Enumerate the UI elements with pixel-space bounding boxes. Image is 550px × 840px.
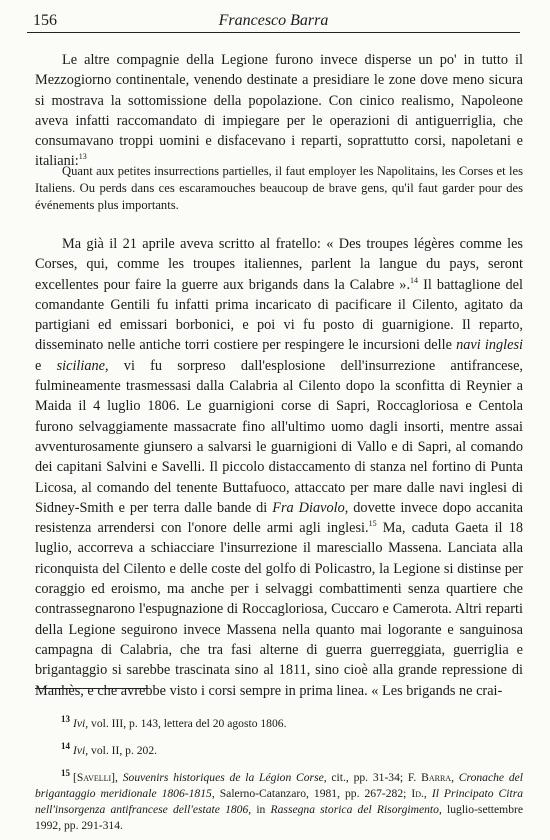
p2-text-2: Il battaglione del comandante Gentili fu infatti prima incaricato di pacificare il Cilento, agitato da partigiani ed emissari borbonici, e poi vi fu posto di guarnigione. Il reparto, disseminato nelle antiche torri costiere per respingere le incursioni delle — [35, 276, 523, 354]
fn15-title-cronache: Cronache del brigantaggio meridionale 1806-1815 — [35, 770, 523, 800]
fn15-text: , in — [248, 802, 271, 816]
page-number: 156 — [33, 12, 57, 29]
fn15-title-principato: Il Principato Citra nell'insorgenza antifrancese dell'estate 1806 — [35, 786, 523, 816]
fn15-text: , cit., pp. 31-34; F. — [323, 770, 422, 784]
paragraph-1-text: Le altre compagnie della Legione furono invece disperse un po' in tutto il Mezzogiorno continentale, venendo destinate a presidiare le zone dove meno sicura si mostrava la sottomissione della popolazione. Con cinico realismo, Napoleone aveva infatti raccomandato di impiegare per le operazioni di antiguerriglia, che consumavano troppi uomini e disfacevano i reparti, soprattutto corsi, napoletani e italiani: — [35, 52, 523, 170]
note-ref-15: 15 — [368, 519, 377, 529]
p2-italic-fra-diavolo: Fra Diavolo — [272, 499, 345, 516]
fn15-text: , — [423, 786, 432, 800]
fn15-journal-rassegna: Rassegna storica del Risorgimento — [270, 802, 439, 816]
footnote-ivi: Ivi — [73, 743, 86, 757]
note-ref-14: 14 — [410, 275, 419, 285]
block-quote: Quant aux petites insurrections partielles, il faut employer les Napolitains, les Corses et les Italiens. Ou perds dans ces escaramouches beaucoup de brave gens, qu'il faut garder pour des événements plus importants. — [35, 164, 523, 212]
p2-italic-navi-inglesi: navi inglesi — [456, 337, 523, 354]
footnote-ivi: Ivi — [73, 716, 86, 730]
footnote-text: , vol. II, p. 202. — [85, 743, 158, 757]
footnote-13 — [35, 711, 523, 732]
footnote-number: 13 — [61, 714, 70, 724]
fn15-text: , — [451, 770, 459, 784]
footnote-text: , vol. III, p. 143, lettera del 20 agosto 1806. — [85, 716, 287, 730]
fn15-text: , luglio-settembre 1992, pp. 291-314. — [35, 802, 523, 832]
footnote-number: 15 — [61, 767, 70, 778]
fn15-author-savelli: Savelli — [76, 770, 112, 784]
paragraph-2 — [35, 234, 523, 701]
page-header — [27, 8, 520, 33]
p2-text-4: , vi fu sorpreso dall'esplosione dell'insurrezione antifrancese, fulmineamente trasmessasi dalla Calabria al Cilento dopo la sconfitta di Reynier a Maida il 4 luglio 1806. Le guarnigioni corse di Sapri, Roccagloriosa e Centola furono selvaggiamente massacrate fino all'ultimo uomo dagli insorti, mentre assai avventurosamente giunsero a salvarsi le guarnigioni di Vallo e di Sapri, al comando dei capitani Salvini e Savelli. Il piccolo distaccamento di stanza nel fortino di Punta Licosa, al comando del tenente Buttafuoco, attaccato per mare dalle navi inglesi di Sidney-Smith e per terra dalle bande di — [35, 357, 523, 516]
note-ref-13: 13 — [78, 152, 87, 162]
footnote-14 — [35, 738, 523, 759]
footnotes — [35, 711, 523, 840]
fn15-author-id: Id. — [411, 786, 424, 800]
fn15-text: , Salerno-Catanzaro, 1981, pp. 267-282; — [211, 786, 412, 800]
p2-text-3: e — [35, 357, 57, 374]
footnote-number: 14 — [61, 740, 70, 751]
paragraph-1 — [35, 50, 523, 172]
fn15-text: [ — [73, 770, 77, 784]
fn15-title-souvenirs: Souvenirs historiques de la Légion Corse — [122, 770, 324, 784]
p2-text-1: Ma già il 21 aprile aveva scritto al fratello: « Des troupes légères comme les Corses, qui, comme les troupes italiennes, parlent la langue du pays, seront excellentes pour faire la guerre aux brigands dans la Calabre ». — [35, 236, 523, 293]
p2-italic-siciliane: siciliane — [56, 357, 106, 374]
p2-text-5: , dovette invece dopo accanita resistenza arrendersi con l'onore delle armi agli inglesi. — [35, 499, 523, 537]
running-head: Francesco Barra — [218, 12, 329, 29]
fn15-author-barra: Barra — [421, 770, 452, 784]
fn15-text: ], — [111, 770, 123, 784]
p2-text-6: Ma, caduta Gaeta il 18 luglio, accorreva a schiacciare l'insurrezione il maresciallo Massena. Lanciata alla riconquista del Cilento e delle coste del golfo di Policastro, la Legione si distinse per coraggio ed eroismo, ma anche per i selvaggi combattimenti senza quartiere che contrassegnarono l'espugnazione di Roccagloriosa, Cuccaro e Camerota. Altri reparti della Legione seguirono invece Massena nella quanto mai logorante e sanguinosa campagna di Calabria, che tra fasi alterne di guerra guerreggiata, guerriglia e brigantaggio si sarebbe trascinata sino al 1811, sino cioè alla grande repressione di Manhès, e che avrebbe visto i corsi sempre in prima linea. « Les brigands ne crai- — [35, 520, 523, 699]
footnote-15 — [35, 765, 523, 834]
footnote-separator — [35, 688, 148, 689]
